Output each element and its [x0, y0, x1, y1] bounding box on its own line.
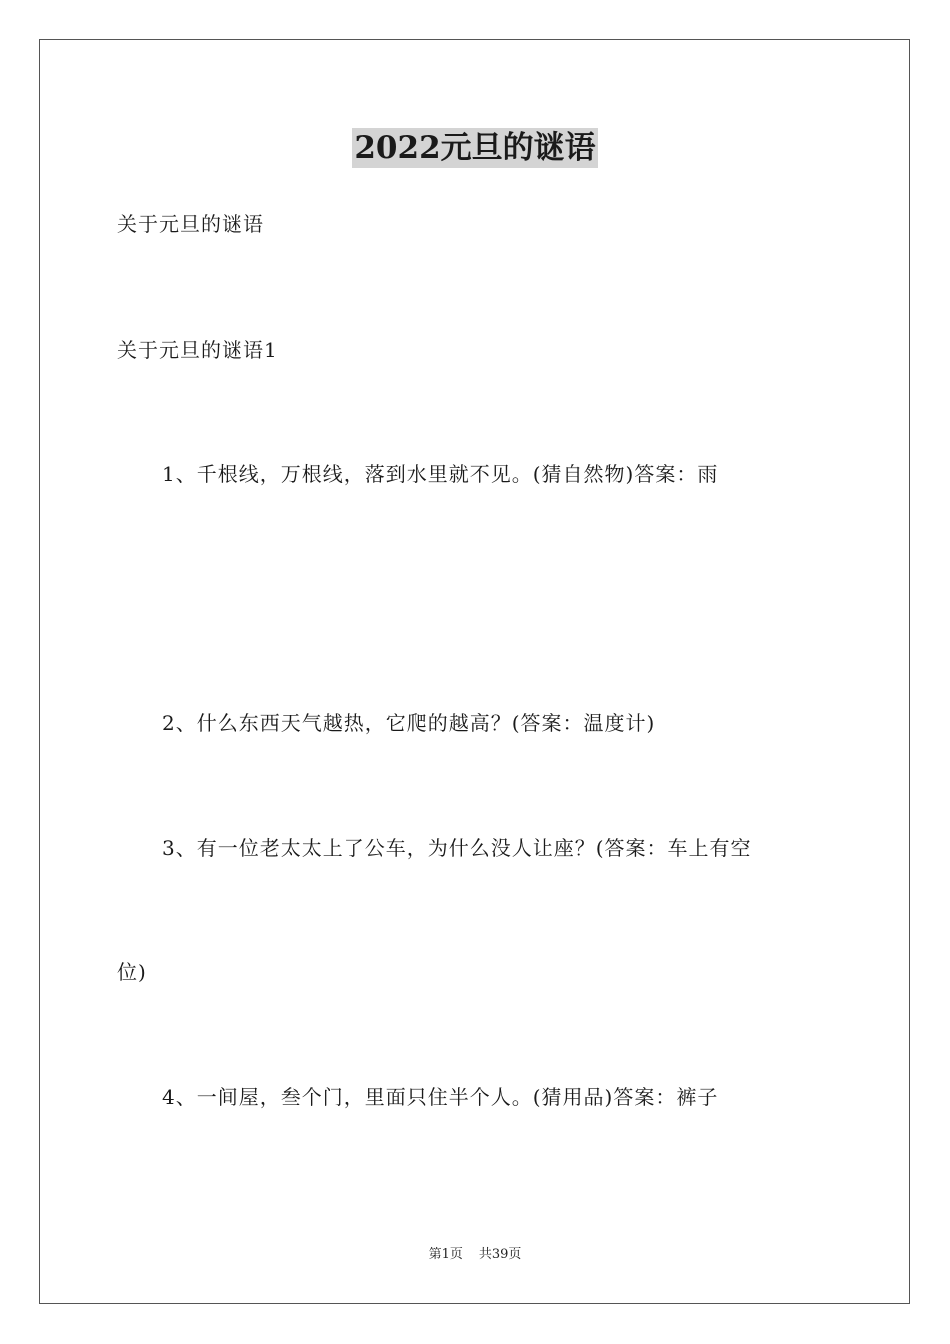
page-footer	[0, 1246, 950, 1264]
riddle-paragraph-3: 3、有一位老太太上了公车，为什么没人让座？(答案：车上有空	[162, 836, 752, 860]
riddle-paragraph-3-continued: 位)	[117, 960, 147, 984]
riddle-paragraph-4: 4、一间屋，叁个门，里面只住半个人。(猜用品)答案：裤子	[162, 1085, 719, 1109]
riddle-paragraph-1: 1、千根线，万根线，落到水里就不见。(猜自然物)答案：雨	[162, 462, 719, 486]
subtitle: 关于元旦的谜语	[117, 212, 264, 236]
riddle-paragraph-2: 2、什么东西天气越热，它爬的越高？(答案：温度计)	[162, 711, 656, 735]
page-number-current: 第1页	[428, 1247, 463, 1262]
page-number-total: 共39页	[478, 1247, 522, 1262]
document-title-container	[0, 128, 950, 168]
document-title: 2022元旦的谜语	[354, 130, 596, 166]
section-heading: 关于元旦的谜语1	[117, 338, 278, 362]
